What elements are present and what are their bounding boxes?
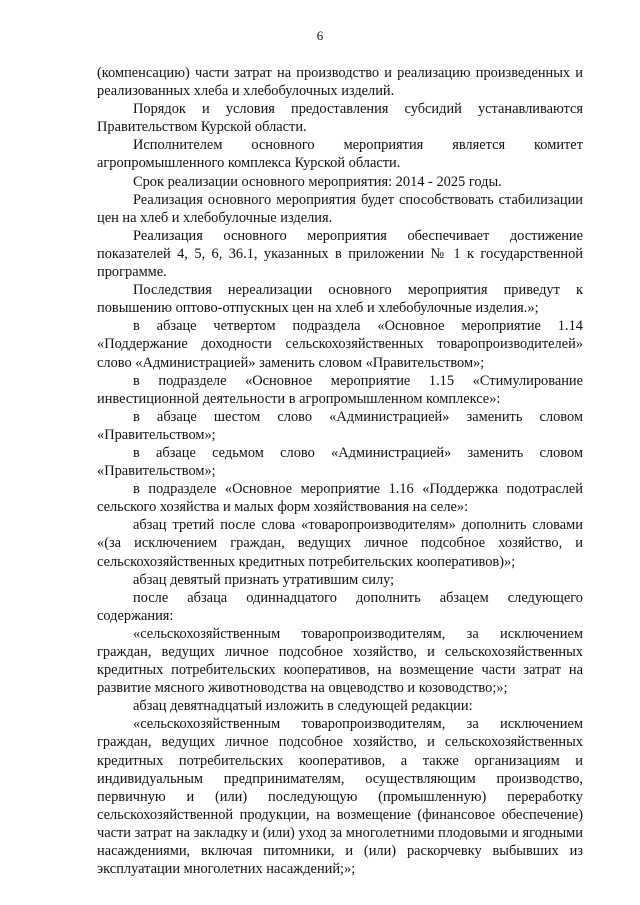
paragraph: после абзаца одиннадцатого дополнить абзацем следующего содержания: — [97, 589, 583, 624]
page-number: 6 — [316, 28, 324, 43]
paragraph: (компенсацию) части затрат на производство и реализацию произведенных и реализованных хлеба и хлебобулочных изделий. — [97, 65, 583, 100]
paragraph: «сельскохозяйственным товаропроизводителям, за исключением граждан, ведущих личное подсобное хозяйство, и сельскохозяйственных кредитных потребительских кооперативов, на возмещение части затрат на развитие мясного животноводства на овцеводство и козоводство;»; — [97, 625, 583, 697]
paragraph: Срок реализации основного мероприятия: 2014 - 2025 годы. — [133, 173, 502, 190]
paragraph: абзац третий после слова «товаропроизводителям» дополнить словами «(за исключением граждан, ведущих личное подсобное хозяйство, и сельскохозяйственных кредитных потребительских кооперативов)»; — [97, 517, 583, 570]
document-body — [97, 64, 583, 878]
paragraph: «сельскохозяйственным товаропроизводителям, за исключением граждан, ведущих личное подсобное хозяйство, и сельскохозяйственных кредитных потребительских кооперативов, а также организациям и индивидуальным предпринимателям, осуществляющим производство, первичную и (или) последующую (промышленную) переработку сельскохозяйственной продукции, на возмещение (финансовое обеспечение) части затрат на закладку и (или) уход за многолетними плодовыми и ягодными насаждениями, включая питомники, и (или) раскорчевку выбывших из эксплуатации многолетних насаждений;»; — [97, 716, 583, 878]
paragraph: в абзаце шестом слово «Администрацией» заменить словом «Правительством»; — [97, 408, 583, 443]
paragraph: в подразделе «Основное мероприятие 1.15 «Стимулирование инвестиционной деятельности в агропромышленном комплексе»: — [97, 372, 583, 407]
paragraph: в абзаце четвертом подраздела «Основное мероприятие 1.14 «Поддержание доходности сельскохозяйственных товаропроизводителей» слово «Администрацией» заменить словом «Правительством»; — [97, 318, 583, 371]
paragraph: Реализация основного мероприятия будет способствовать стабилизации цен на хлеб и хлебобулочные изделия. — [97, 191, 583, 226]
paragraph: абзац девятый признать утратившим силу; — [133, 571, 395, 588]
paragraph: в абзаце седьмом слово «Администрацией» заменить словом «Правительством»; — [97, 444, 583, 480]
paragraph: Реализация основного мероприятия обеспечивает достижение показателей 4, 5, 6, 36.1, указанных в приложении № 1 к государственной программе. — [97, 227, 583, 281]
paragraph: в подразделе «Основное мероприятие 1.16 «Поддержка подотраслей сельского хозяйства и малых форм хозяйствования на селе»: — [97, 481, 583, 516]
paragraph: Исполнителем основного мероприятия является комитет агропромышленного комплекса Курской области. — [97, 137, 583, 172]
paragraph: абзац девятнадцатый изложить в следующей редакции: — [133, 698, 473, 715]
paragraph: Последствия нереализации основного мероприятия приведут к повышению оптово-отпускных цен на хлеб и хлебобулочные изделия.»; — [97, 282, 583, 317]
paragraph: Порядок и условия предоставления субсидий устанавливаются Правительством Курской области. — [97, 101, 583, 136]
